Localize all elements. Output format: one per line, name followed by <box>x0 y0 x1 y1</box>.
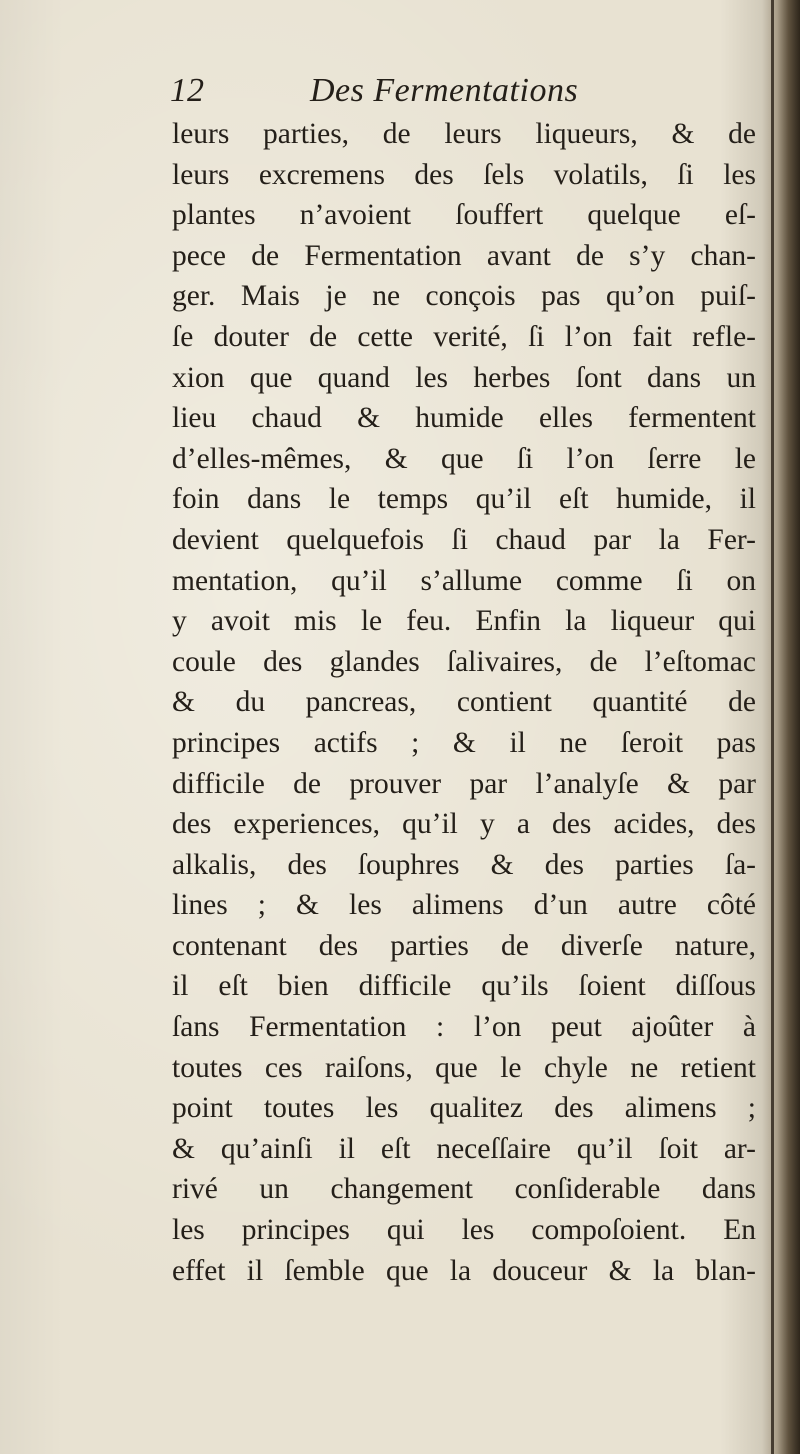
text-line: effet il ſemble que la douceur & la blan- <box>172 1254 756 1287</box>
text-line: xion que quand les herbes ſont dans un <box>172 361 756 394</box>
text-line: point toutes les qualitez des alimens ; <box>172 1092 756 1125</box>
text-line: & du pancreas, contient quantité de <box>172 686 756 719</box>
text-line: difficile de prouver par l’analyſe & par <box>172 767 756 800</box>
running-title: Des Fermentations <box>310 72 579 109</box>
text-line: plantes n’avoient ſouffert quelque eſ- <box>172 199 756 232</box>
text-line: ſe douter de cette verité, ſi l’on fait refle- <box>172 320 756 353</box>
text-line: pece de Fermentation avant de s’y chan- <box>172 239 756 272</box>
text-line: lieu chaud & humide elles fermentent <box>172 402 756 435</box>
text-line: y avoit mis le feu. Enfin la liqueur qui <box>172 605 756 638</box>
binding-edge <box>771 0 774 1454</box>
text-line: d’elles-mêmes, & que ſi l’on ſerre le <box>172 442 756 475</box>
text-line: contenant des parties de diverſe nature, <box>172 929 756 962</box>
text-line: des experiences, qu’il y a des acides, des <box>172 808 756 841</box>
text-line: rivé un changement conſiderable dans <box>172 1173 756 1206</box>
text-line: alkalis, des ſouphres & des parties ſa- <box>172 848 756 881</box>
text-line: toutes ces raiſons, que le chyle ne retient <box>172 1051 756 1084</box>
text-line: il eſt bien difficile qu’ils ſoient diſſous <box>172 970 756 1003</box>
text-line: ger. Mais je ne conçois pas qu’on puiſ- <box>172 280 756 313</box>
text-line: ſans Fermentation : l’on peut ajoûter à <box>172 1011 756 1044</box>
text-line: devient quelquefois ſi chaud par la Fer- <box>172 523 756 556</box>
page-gutter-shadow <box>762 0 800 1454</box>
text-line: lines ; & les alimens d’un autre côté <box>172 889 756 922</box>
text-line: mentation, qu’il s’allume comme ſi on <box>172 564 756 597</box>
body-text <box>172 114 756 1291</box>
text-line: leurs parties, de leurs liqueurs, & de <box>172 118 756 150</box>
text-line: foin dans le temps qu’il eſt humide, il <box>172 483 756 516</box>
running-head <box>170 72 730 112</box>
text-line: les principes qui les compoſoient. En <box>172 1214 756 1247</box>
text-line: coule des glandes ſalivaires, de l’eſtomac <box>172 645 756 678</box>
page-number: 12 <box>170 72 204 109</box>
text-line: leurs excremens des ſels volatils, ſi les <box>172 158 756 191</box>
text-line: principes actifs ; & il ne ſeroit pas <box>172 726 756 759</box>
text-line: & qu’ainſi il eſt neceſſaire qu’il ſoit ar- <box>172 1132 756 1165</box>
